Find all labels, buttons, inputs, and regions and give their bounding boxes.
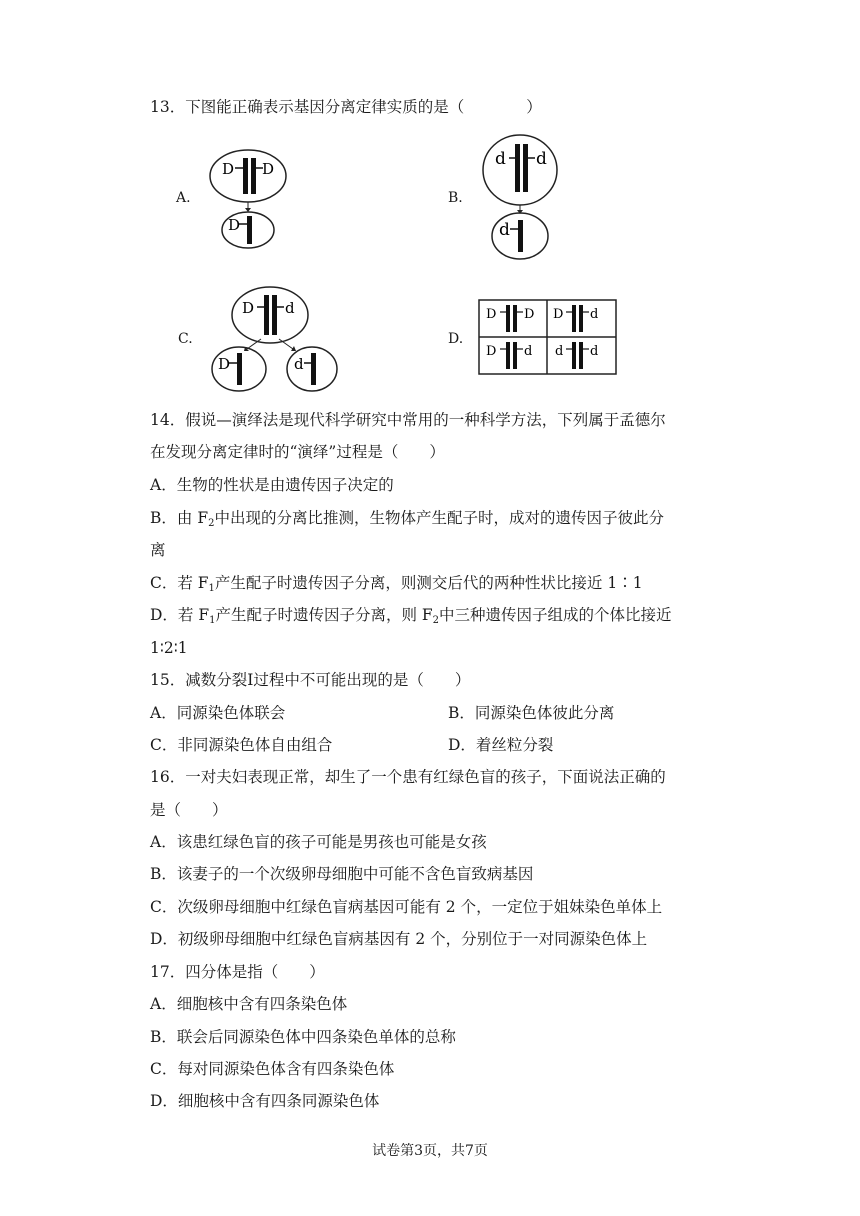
q13-stem: 13．下图能正确表示基因分离定律实质的是（ ） [150, 98, 542, 116]
q17-stem: 17．四分体是指（ ） [150, 963, 325, 981]
q13-option-d-diagram [478, 299, 618, 377]
q15-stem: 15．减数分裂Ⅰ过程中不可能出现的是（ ） [150, 671, 471, 689]
q13-d-cell4-left: d [555, 344, 564, 359]
q13-d-cell3-right: d [524, 344, 533, 359]
q13-d-cell1-right: D [524, 307, 535, 322]
q15-option-c: C．非同源染色体自由组合 [150, 736, 333, 754]
q16-option-c: C．次级卵母细胞中红绿色盲病基因可能有 2 个，一定位于姐妹染色单体上 [150, 898, 663, 916]
q14-stem-line2: 在发现分离定律时的“演绎”过程是（ ） [150, 443, 445, 461]
q13-b-top-allele-right: d [536, 149, 547, 169]
q13-a-top-allele-right: D [262, 160, 275, 178]
q13-c-top-allele-right: d [285, 299, 295, 317]
q13-d-cell3-left: D [486, 344, 497, 359]
q13-option-d-letter: D. [448, 331, 464, 347]
q14-option-b-line1: B．由 $F_2$中出现的分离比推测，生物体产生配子时，成对的遗传因子彼此分 [150, 509, 664, 529]
q17-option-b: B．联会后同源染色体中四条染色单体的总称 [150, 1028, 456, 1046]
q13-option-a-diagram [205, 148, 295, 253]
q14-option-b-line2: 离 [150, 541, 166, 559]
q13-d-cell2-left: D [553, 307, 564, 322]
q14-option-d-line1: D．若 $F_1$产生配子时遗传因子分离，则 $F_2$中三种遗传因子组成的个体比接近 [150, 606, 672, 626]
page-footer: 试卷第3页，共7页 [372, 1143, 488, 1159]
q15-option-a: A．同源染色体联会 [150, 704, 286, 722]
q13-a-top-allele-left: D [222, 160, 235, 178]
q14-option-a: A．生物的性状是由遗传因子决定的 [150, 476, 394, 494]
q13-option-b-diagram [473, 132, 573, 262]
q13-option-c-diagram [205, 285, 340, 395]
q13-option-c-letter: C. [178, 331, 193, 347]
q17-option-a: A．细胞核中含有四条染色体 [150, 995, 348, 1013]
q16-option-a: A．该患红绿色盲的孩子可能是男孩也可能是女孩 [150, 833, 487, 851]
q14-stem-line1: 14．假说—演绎法是现代科学研究中常用的一种科学方法，下列属于孟德尔 [150, 411, 666, 429]
q13-c-bottom-left-allele: D [218, 355, 231, 373]
q17-option-d: D．细胞核中含有四条同源染色体 [150, 1092, 380, 1110]
q16-stem-line2: 是（ ） [150, 801, 228, 819]
q14-option-d-line2: 1∶2∶1 [150, 639, 188, 657]
q15-option-b: B．同源染色体彼此分离 [448, 704, 615, 722]
q13-d-cell1-left: D [486, 307, 497, 322]
q15-option-d: D．着丝粒分裂 [448, 736, 554, 754]
q14-option-c: C．若 $F_1$产生配子时遗传因子分离，则测交后代的两种性状比接近 1∶1 [150, 574, 643, 594]
q16-option-b: B．该妻子的一个次级卵母细胞中可能不含色盲致病基因 [150, 865, 534, 883]
q13-c-bottom-right-allele: d [294, 355, 304, 373]
q13-b-top-allele-left: d [495, 149, 506, 169]
q16-option-d: D．初级卵母细胞中红绿色盲病基因有 2 个，分别位于一对同源染色体上 [150, 930, 648, 948]
q13-a-bottom-allele: D [228, 216, 241, 234]
q17-option-c: C．每对同源染色体含有四条染色体 [150, 1060, 395, 1078]
q13-option-b-letter: B. [448, 190, 463, 206]
q13-d-cell2-right: d [590, 307, 599, 322]
q13-option-a-letter: A. [176, 190, 191, 206]
q13-c-top-allele-left: D [242, 299, 255, 317]
q13-b-bottom-allele: d [499, 220, 510, 240]
q13-d-cell4-right: d [590, 344, 599, 359]
q16-stem-line1: 16．一对夫妇表现正常，却生了一个患有红绿色盲的孩子，下面说法正确的 [150, 768, 666, 786]
